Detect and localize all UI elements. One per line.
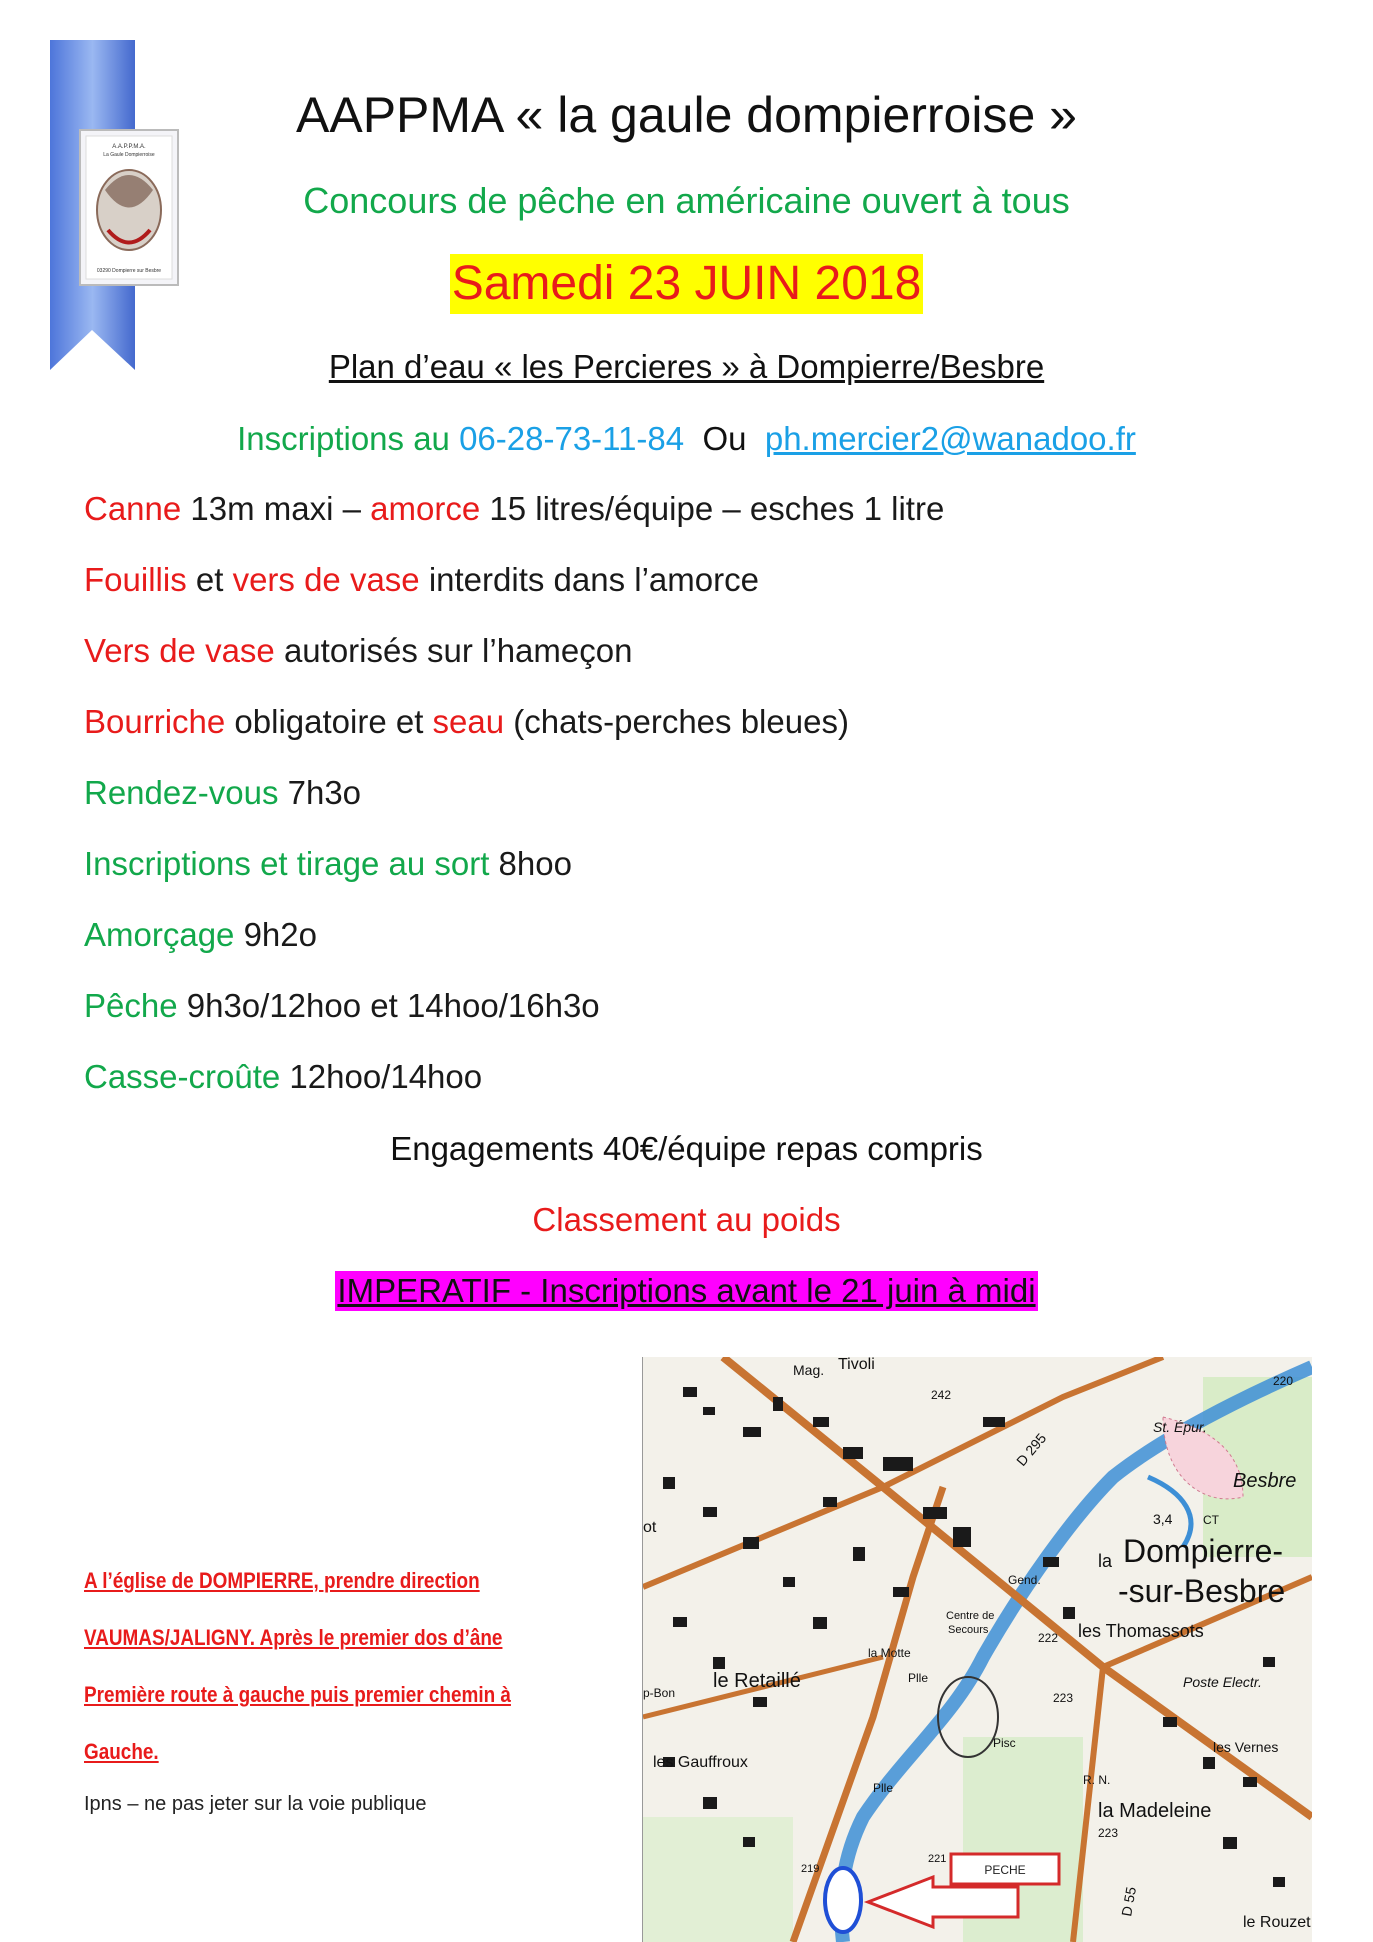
map-label: 220 [1273, 1374, 1294, 1388]
event-date-wrapper [0, 254, 1373, 314]
rule-fouillis-text2: interdits dans l’amorce [419, 561, 759, 598]
map-label: 222 [1038, 1631, 1059, 1645]
entry-fee: Engagements 40€/équipe repas compris [390, 1130, 983, 1167]
schedule-item [84, 987, 600, 1025]
map-label: 223 [1098, 1826, 1119, 1840]
event-date: Samedi 23 JUIN 2018 [450, 254, 924, 314]
map-label: les Thomassots [1078, 1621, 1204, 1641]
venue: Plan d’eau « les Percieres » à Dompierre/Besbre [328, 348, 1045, 385]
schedule-item [84, 774, 361, 812]
map-label: 219 [801, 1863, 820, 1875]
map-label: Plle [873, 1781, 894, 1795]
map-label: la [1098, 1551, 1113, 1571]
schedule-item [84, 916, 317, 954]
deadline-wrapper [0, 1271, 1373, 1311]
map-label: Gend. [1008, 1573, 1041, 1587]
location-map [642, 1357, 1312, 1942]
map-label: Plle [908, 1671, 929, 1685]
schedule-value: 9h3o/12hoo et 14hoo/16h3o [177, 987, 600, 1024]
rule-fouillis [84, 561, 759, 599]
rule-fouillis-text1: et [186, 561, 233, 598]
rule-bourriche-label: Bourriche [84, 703, 226, 740]
page-title: AAPPMA « la gaule dompierroise » [296, 87, 1077, 143]
map-graphic [643, 1357, 1312, 1942]
rule-amorce-label: amorce [370, 490, 481, 527]
map-label: Pisc [993, 1736, 1016, 1750]
schedule-label: Casse-croûte [84, 1058, 281, 1095]
schedule-label: Inscriptions et tirage au sort [84, 845, 490, 882]
directions-line: A l’église de DOMPIERRE, prendre direction [84, 1568, 480, 1593]
logo-line1: A.A.P.P.M.A. [112, 144, 146, 150]
rule-vers-label: Vers de vase [84, 632, 275, 669]
map-label: 242 [931, 1388, 952, 1402]
map-label: les Vernes [1213, 1739, 1279, 1755]
rule-vers-text: autorisés sur l’hameçon [274, 632, 633, 669]
schedule-value: 7h3o [278, 774, 362, 811]
subtitle: Concours de pêche en américaine ouvert à tous [303, 180, 1070, 221]
map-label: Centre de [946, 1610, 995, 1622]
map-label: Tivoli [838, 1357, 875, 1373]
schedule-item [84, 845, 572, 883]
map-label: St. Épur. [1153, 1419, 1207, 1435]
schedule-label: Pêche [84, 987, 178, 1024]
logo-line3: 03290 Dompierre sur Besbre [96, 268, 162, 274]
rule-bourriche-text1: obligatoire et [225, 703, 433, 740]
map-label: les Gauffroux [653, 1754, 748, 1771]
rule-vers-vase-label: vers de vase [232, 561, 420, 598]
email-link[interactable]: ph.mercier2@wanadoo.fr [764, 420, 1136, 457]
rule-canne-text2: 15 litres/équipe – esches 1 litre [480, 490, 945, 527]
map-label: R. N. [1083, 1773, 1111, 1787]
map-label: CT [1203, 1513, 1219, 1527]
rule-seau-label: seau [432, 703, 505, 740]
map-label: ot [643, 1519, 657, 1536]
schedule-value: 8hoo [489, 845, 572, 882]
ranking: Classement au poids [532, 1201, 841, 1238]
deadline: IMPERATIF - Inscriptions avant le 21 juin à midi [337, 1272, 1036, 1309]
map-label: D 55 [1118, 1885, 1140, 1918]
contact-line [0, 420, 1373, 458]
rule-canne [84, 490, 944, 528]
map-label: Poste Electr. [1183, 1674, 1262, 1690]
map-label: 3,4 [1153, 1511, 1173, 1527]
directions-line: Première route à gauche puis premier chemin à [84, 1682, 511, 1707]
map-label: Mag. [793, 1362, 825, 1378]
fishing-pond-marker [825, 1868, 861, 1932]
map-label: 223 [1053, 1691, 1074, 1705]
map-label: Secours [948, 1624, 989, 1636]
map-label: la Madeleine [1098, 1800, 1212, 1822]
map-label: le Retaillé [713, 1670, 801, 1692]
directions-line: Gauche. [84, 1739, 159, 1764]
map-label: la Motte [868, 1646, 911, 1660]
directions-line: VAUMAS/JALIGNY. Après le premier dos d’âne [84, 1625, 503, 1650]
rule-bourriche [84, 703, 849, 741]
rule-bourriche-text2: (chats-perches bleues) [504, 703, 849, 740]
contact-prefix: Inscriptions au [237, 420, 460, 457]
map-label: p-Bon [643, 1686, 676, 1700]
map-label: le Rouzet [1243, 1914, 1311, 1931]
map-label: 221 [928, 1853, 947, 1865]
rule-canne-text1: 13m maxi – [181, 490, 371, 527]
contact-separator: Ou [702, 420, 747, 457]
map-label: Besbre [1233, 1470, 1297, 1492]
logo-line2: La Gaule Dompierroise [103, 152, 155, 158]
rule-vers [84, 632, 632, 670]
schedule-label: Rendez-vous [84, 774, 279, 811]
map-label: D 295 [1013, 1430, 1050, 1469]
schedule-item [84, 1058, 482, 1096]
map-town-name: -sur-Besbre [1118, 1573, 1286, 1609]
phone-number[interactable]: 06-28-73-11-84 [459, 420, 685, 457]
rule-fouillis-label: Fouillis [84, 561, 187, 598]
footer-note: Ipns – ne pas jeter sur la voie publique [84, 1793, 427, 1815]
schedule-label: Amorçage [84, 916, 235, 953]
map-town-name: Dompierre- [1123, 1533, 1284, 1569]
map-peche-label: PECHE [984, 1863, 1026, 1877]
schedule-value: 12hoo/14hoo [280, 1058, 483, 1095]
rule-canne-label: Canne [84, 490, 182, 527]
schedule-value: 9h2o [234, 916, 317, 953]
